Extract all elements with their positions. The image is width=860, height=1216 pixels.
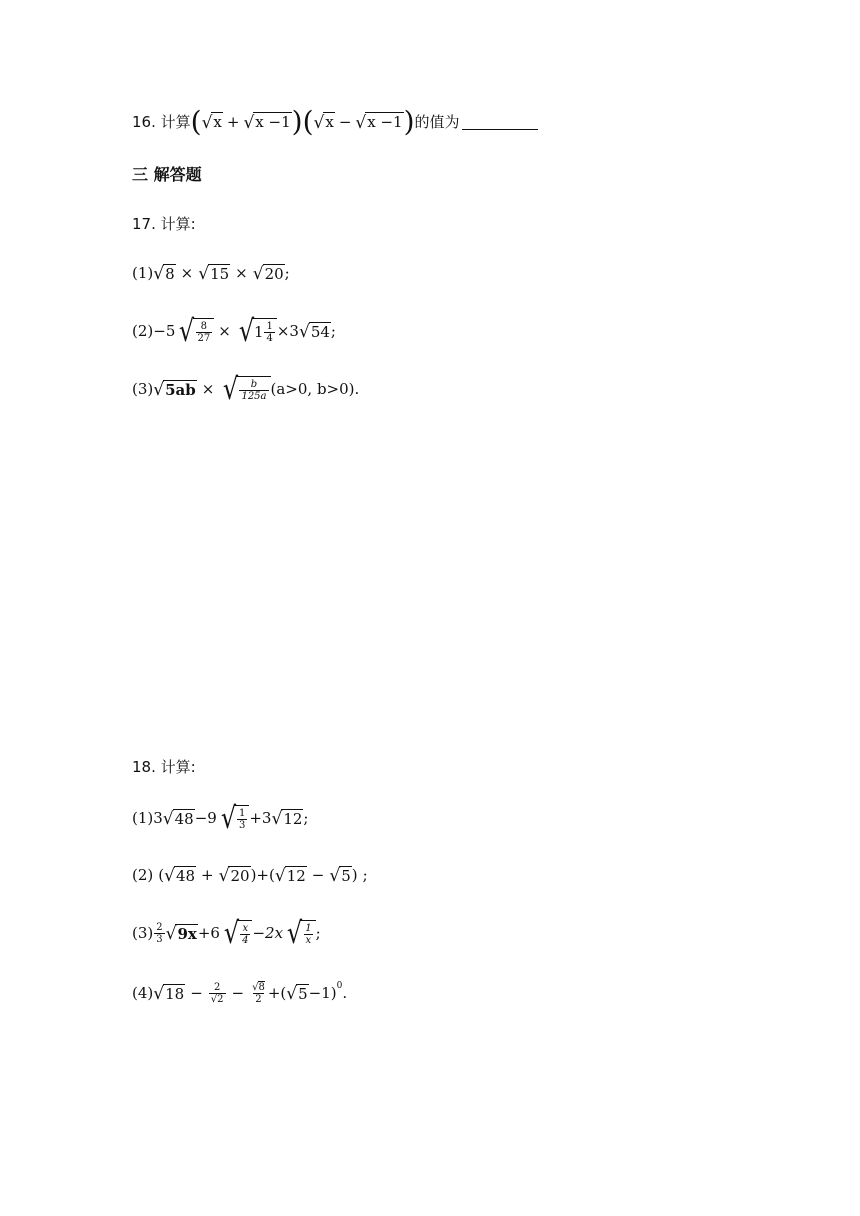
minus-sign: −	[231, 984, 245, 1002]
question-16-suffix: 的值为	[414, 112, 460, 131]
part-label: (3)	[132, 380, 154, 398]
part-label: (3)	[132, 924, 154, 942]
left-paren: (	[302, 105, 314, 138]
sqrt-x-minus-1: √ x −1	[355, 112, 403, 133]
sqrt-term: √ 18	[153, 984, 185, 1005]
times-sign: ×	[218, 322, 231, 340]
sqrt-mixed-number: √ 1 $\frac{1}{4}$	[235, 318, 277, 345]
sqrt-x-minus-1: √ x −1	[243, 112, 291, 133]
minus-nine: −9	[194, 809, 217, 827]
minus-sign: −	[311, 866, 325, 885]
q18-part-1	[132, 801, 309, 836]
sqrt-fraction: √ $\frac{1}{3}$	[217, 805, 250, 832]
times-sign: ×	[180, 264, 194, 283]
sqrt-term: √ 15	[198, 264, 230, 285]
question-17-title: 17. 计算:	[132, 215, 196, 233]
question-18-title: 18. 计算:	[132, 758, 196, 776]
sqrt-x: √ x	[313, 112, 334, 133]
exponent: 0	[336, 981, 343, 991]
plus-six: +6	[197, 924, 220, 942]
left-paren: (	[190, 105, 202, 138]
sqrt-term: √ 5ab	[153, 380, 196, 401]
part-label: (1)	[132, 264, 154, 283]
open-paren: (	[158, 866, 165, 885]
q18-part-4	[132, 982, 347, 1005]
paren-join: )+(	[250, 866, 275, 885]
sqrt-term: √ 12	[271, 809, 303, 830]
end-punct: .	[354, 380, 360, 398]
fraction: $\frac{1}{3}$	[238, 808, 246, 831]
fraction: $\frac{2}{√2}$	[210, 982, 224, 1005]
end-punct: ;	[303, 809, 309, 827]
minus-sign: −	[338, 112, 352, 131]
plus-three: +3	[249, 809, 272, 827]
part-label: (2)	[132, 322, 154, 340]
sqrt-term: √ 12	[274, 866, 306, 887]
question-16	[132, 105, 538, 138]
sqrt-term: √ 54	[298, 322, 330, 343]
sqrt-term: √ 5	[286, 984, 308, 1005]
q17-part-1	[132, 264, 290, 283]
condition: (a>0, b>0)	[270, 380, 355, 398]
sqrt-term: √ 8	[153, 264, 175, 285]
coefficient: −5	[153, 322, 176, 340]
end-punct: .	[342, 984, 348, 1002]
minus-sign: −	[190, 984, 203, 1002]
fraction: $\frac{2}{3}$	[156, 922, 163, 945]
sqrt-fraction: √ $\frac{x}{4}$	[220, 920, 253, 947]
sqrt-term: √ 9x	[165, 924, 197, 945]
part-label: (2)	[132, 866, 154, 885]
end-punct: ;	[330, 322, 336, 340]
q17-part-2	[132, 314, 336, 349]
times-sign: ×	[235, 264, 248, 283]
minus-two-x: −2x	[252, 924, 284, 942]
coefficient: 3	[153, 809, 163, 827]
end-punct: ;	[284, 264, 290, 283]
plus-sign: +	[226, 112, 240, 131]
fraction: $\frac{8}{27}$	[197, 321, 211, 344]
end-punct: ;	[362, 866, 368, 885]
fraction: $\frac{1}{4}$	[266, 321, 273, 344]
q17-part-3	[132, 372, 360, 407]
minus-one-close: −1)	[308, 984, 337, 1002]
sqrt-fraction: √ $\frac{8}{27}$	[175, 318, 214, 345]
sqrt-term: √ 48	[164, 866, 196, 887]
sqrt-term: √ 20	[218, 866, 250, 887]
sqrt-term: √ 20	[252, 264, 284, 285]
sqrt-fraction: √ $\frac{1}{x}$	[283, 920, 316, 947]
section-heading: 三 解答题	[132, 165, 202, 184]
sqrt-term: √ 48	[162, 809, 194, 830]
sqrt-fraction: √ $\frac{b}{125a}$	[219, 376, 270, 403]
plus-sign: +	[201, 866, 214, 885]
fraction: $\frac{1}{x}$	[305, 923, 312, 946]
sqrt-x: √ x	[201, 112, 222, 133]
fraction: $\frac{√8}{2}$	[252, 982, 265, 1005]
times-three: ×3	[276, 322, 299, 340]
q18-part-2	[132, 866, 368, 885]
fraction: $\frac{b}{125a}$	[241, 379, 267, 402]
end-punct: ;	[315, 924, 321, 942]
close-paren: )	[351, 866, 358, 885]
times-sign: ×	[201, 380, 215, 398]
q18-part-3	[132, 916, 321, 951]
part-label: (4)	[132, 984, 154, 1002]
answer-blank[interactable]	[462, 115, 538, 130]
sqrt-term: √ 5	[329, 866, 351, 887]
question-16-prefix: 16. 计算	[132, 112, 191, 131]
part-label: (1)	[132, 809, 154, 827]
right-paren: )	[291, 105, 303, 138]
fraction: $\frac{x}{4}$	[242, 923, 249, 946]
plus-open-paren: +(	[267, 984, 287, 1002]
right-paren: )	[403, 105, 415, 138]
